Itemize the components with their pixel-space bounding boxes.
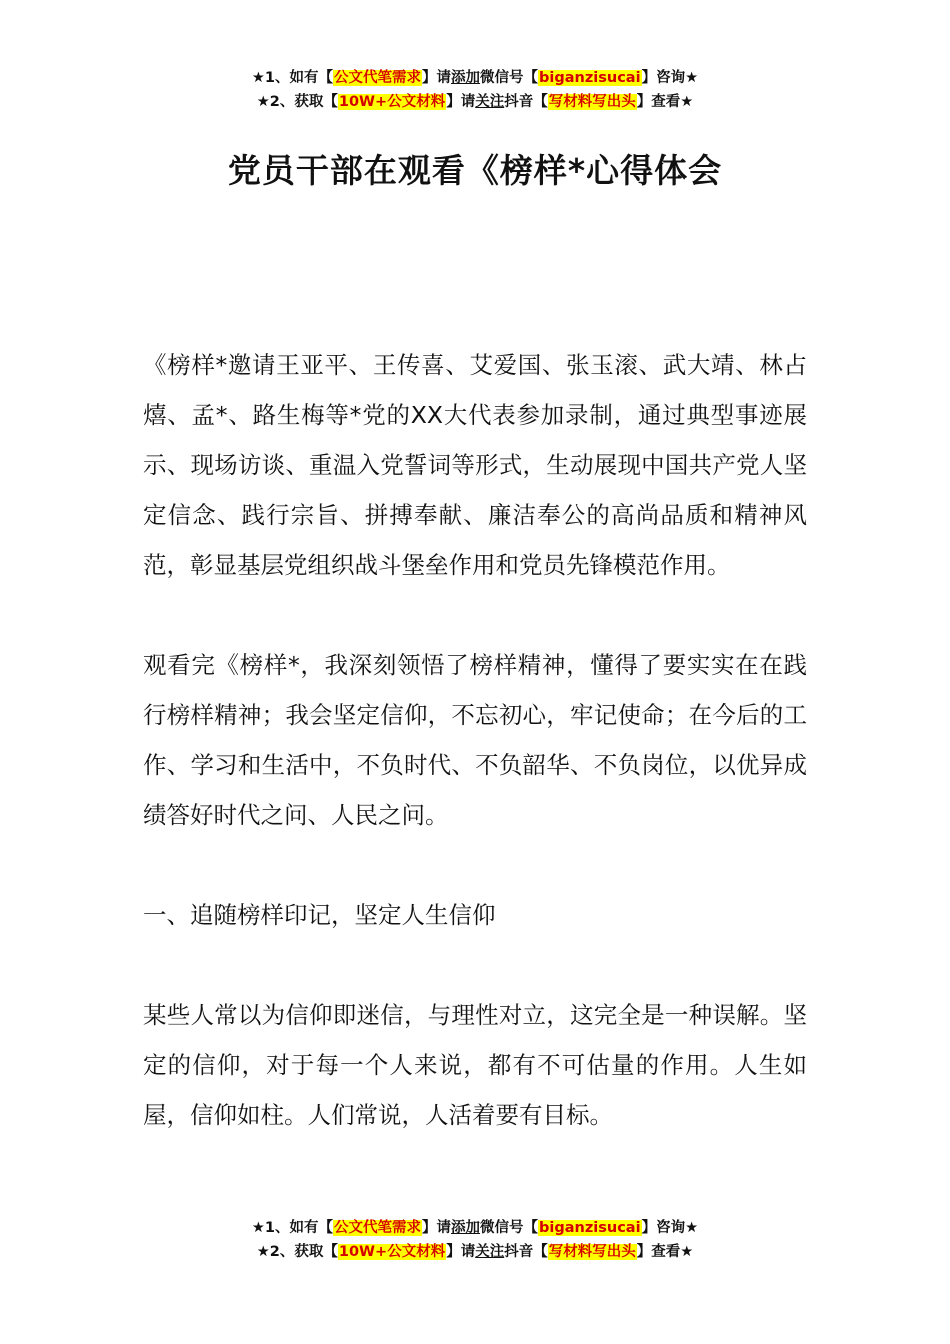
- banner-text: ★1、如有【: [251, 70, 334, 86]
- banner-text: ★2、获取【: [256, 94, 338, 110]
- footer-banner: [0, 1216, 950, 1264]
- banner-text: 】请: [446, 94, 476, 110]
- underlined-text: 关注: [475, 1244, 505, 1260]
- underlined-text: 添加: [451, 1220, 481, 1236]
- banner-line-1: [0, 66, 950, 90]
- banner-text: ★1、如有【: [251, 1220, 334, 1236]
- banner-text: 】请: [422, 70, 452, 86]
- highlight-douyin: 写材料写出头: [548, 94, 636, 110]
- banner-text: 抖音【: [504, 94, 548, 110]
- banner-text: 微信号【: [480, 70, 539, 86]
- banner-text: 】查看★: [636, 94, 694, 110]
- paragraph: 《榜样*邀请王亚平、王传喜、艾爱国、张玉滚、武大靖、林占熺、孟*、路生梅等*党的XX大代表参加录制，通过典型事迹展示、现场访谈、重温入党誓词等形式，生动展现中国共产党人坚定信念、践行宗旨、拼搏奉献、廉洁奉公的高尚品质和精神风范，彰显基层党组织战斗堡垒作用和党员先锋模范作用。: [143, 351, 807, 579]
- banner-text: 】请: [446, 1244, 476, 1260]
- banner-line-1: [0, 1216, 950, 1240]
- header-banner: [0, 66, 950, 114]
- underlined-text: 添加: [451, 70, 481, 86]
- banner-text: 抖音【: [504, 1244, 548, 1260]
- underlined-text: 关注: [475, 94, 505, 110]
- highlight-douyin: 写材料写出头: [548, 1244, 636, 1260]
- banner-text: 】咨询★: [641, 70, 699, 86]
- banner-text: 】请: [422, 1220, 452, 1236]
- highlight-wechat-id: biganzisucai: [539, 1220, 641, 1236]
- highlight-service: 公文代笔需求: [334, 70, 422, 86]
- banner-text: ★2、获取【: [256, 1244, 338, 1260]
- banner-text: 微信号【: [480, 1220, 539, 1236]
- banner-text: 】咨询★: [641, 1220, 699, 1236]
- banner-text: 】查看★: [636, 1244, 694, 1260]
- document-title: 党员干部在观看《榜样*心得体会: [227, 151, 723, 190]
- paragraph: 某些人常以为信仰即迷信，与理性对立，这完全是一种误解。坚定的信仰，对于每一个人来说，都有不可估量的作用。人生如屋，信仰如柱。人们常说，人活着要有目标。: [143, 1001, 807, 1129]
- highlight-materials: 10W+公文材料: [338, 1244, 446, 1260]
- document-body: [143, 340, 807, 1140]
- banner-line-2: [0, 90, 950, 114]
- highlight-wechat-id: biganzisucai: [539, 70, 641, 86]
- highlight-service: 公文代笔需求: [334, 1220, 422, 1236]
- paragraph: 观看完《榜样*，我深刻领悟了榜样精神，懂得了要实实在在践行榜样精神；我会坚定信仰，不忘初心，牢记使命；在今后的工作、学习和生活中，不负时代、不负韶华、不负岗位，以优异成绩答好时代之问、人民之问。: [143, 651, 807, 829]
- banner-line-2: [0, 1240, 950, 1264]
- highlight-materials: 10W+公文材料: [338, 94, 446, 110]
- section-heading: 一、追随榜样印记，坚定人生信仰: [143, 901, 496, 929]
